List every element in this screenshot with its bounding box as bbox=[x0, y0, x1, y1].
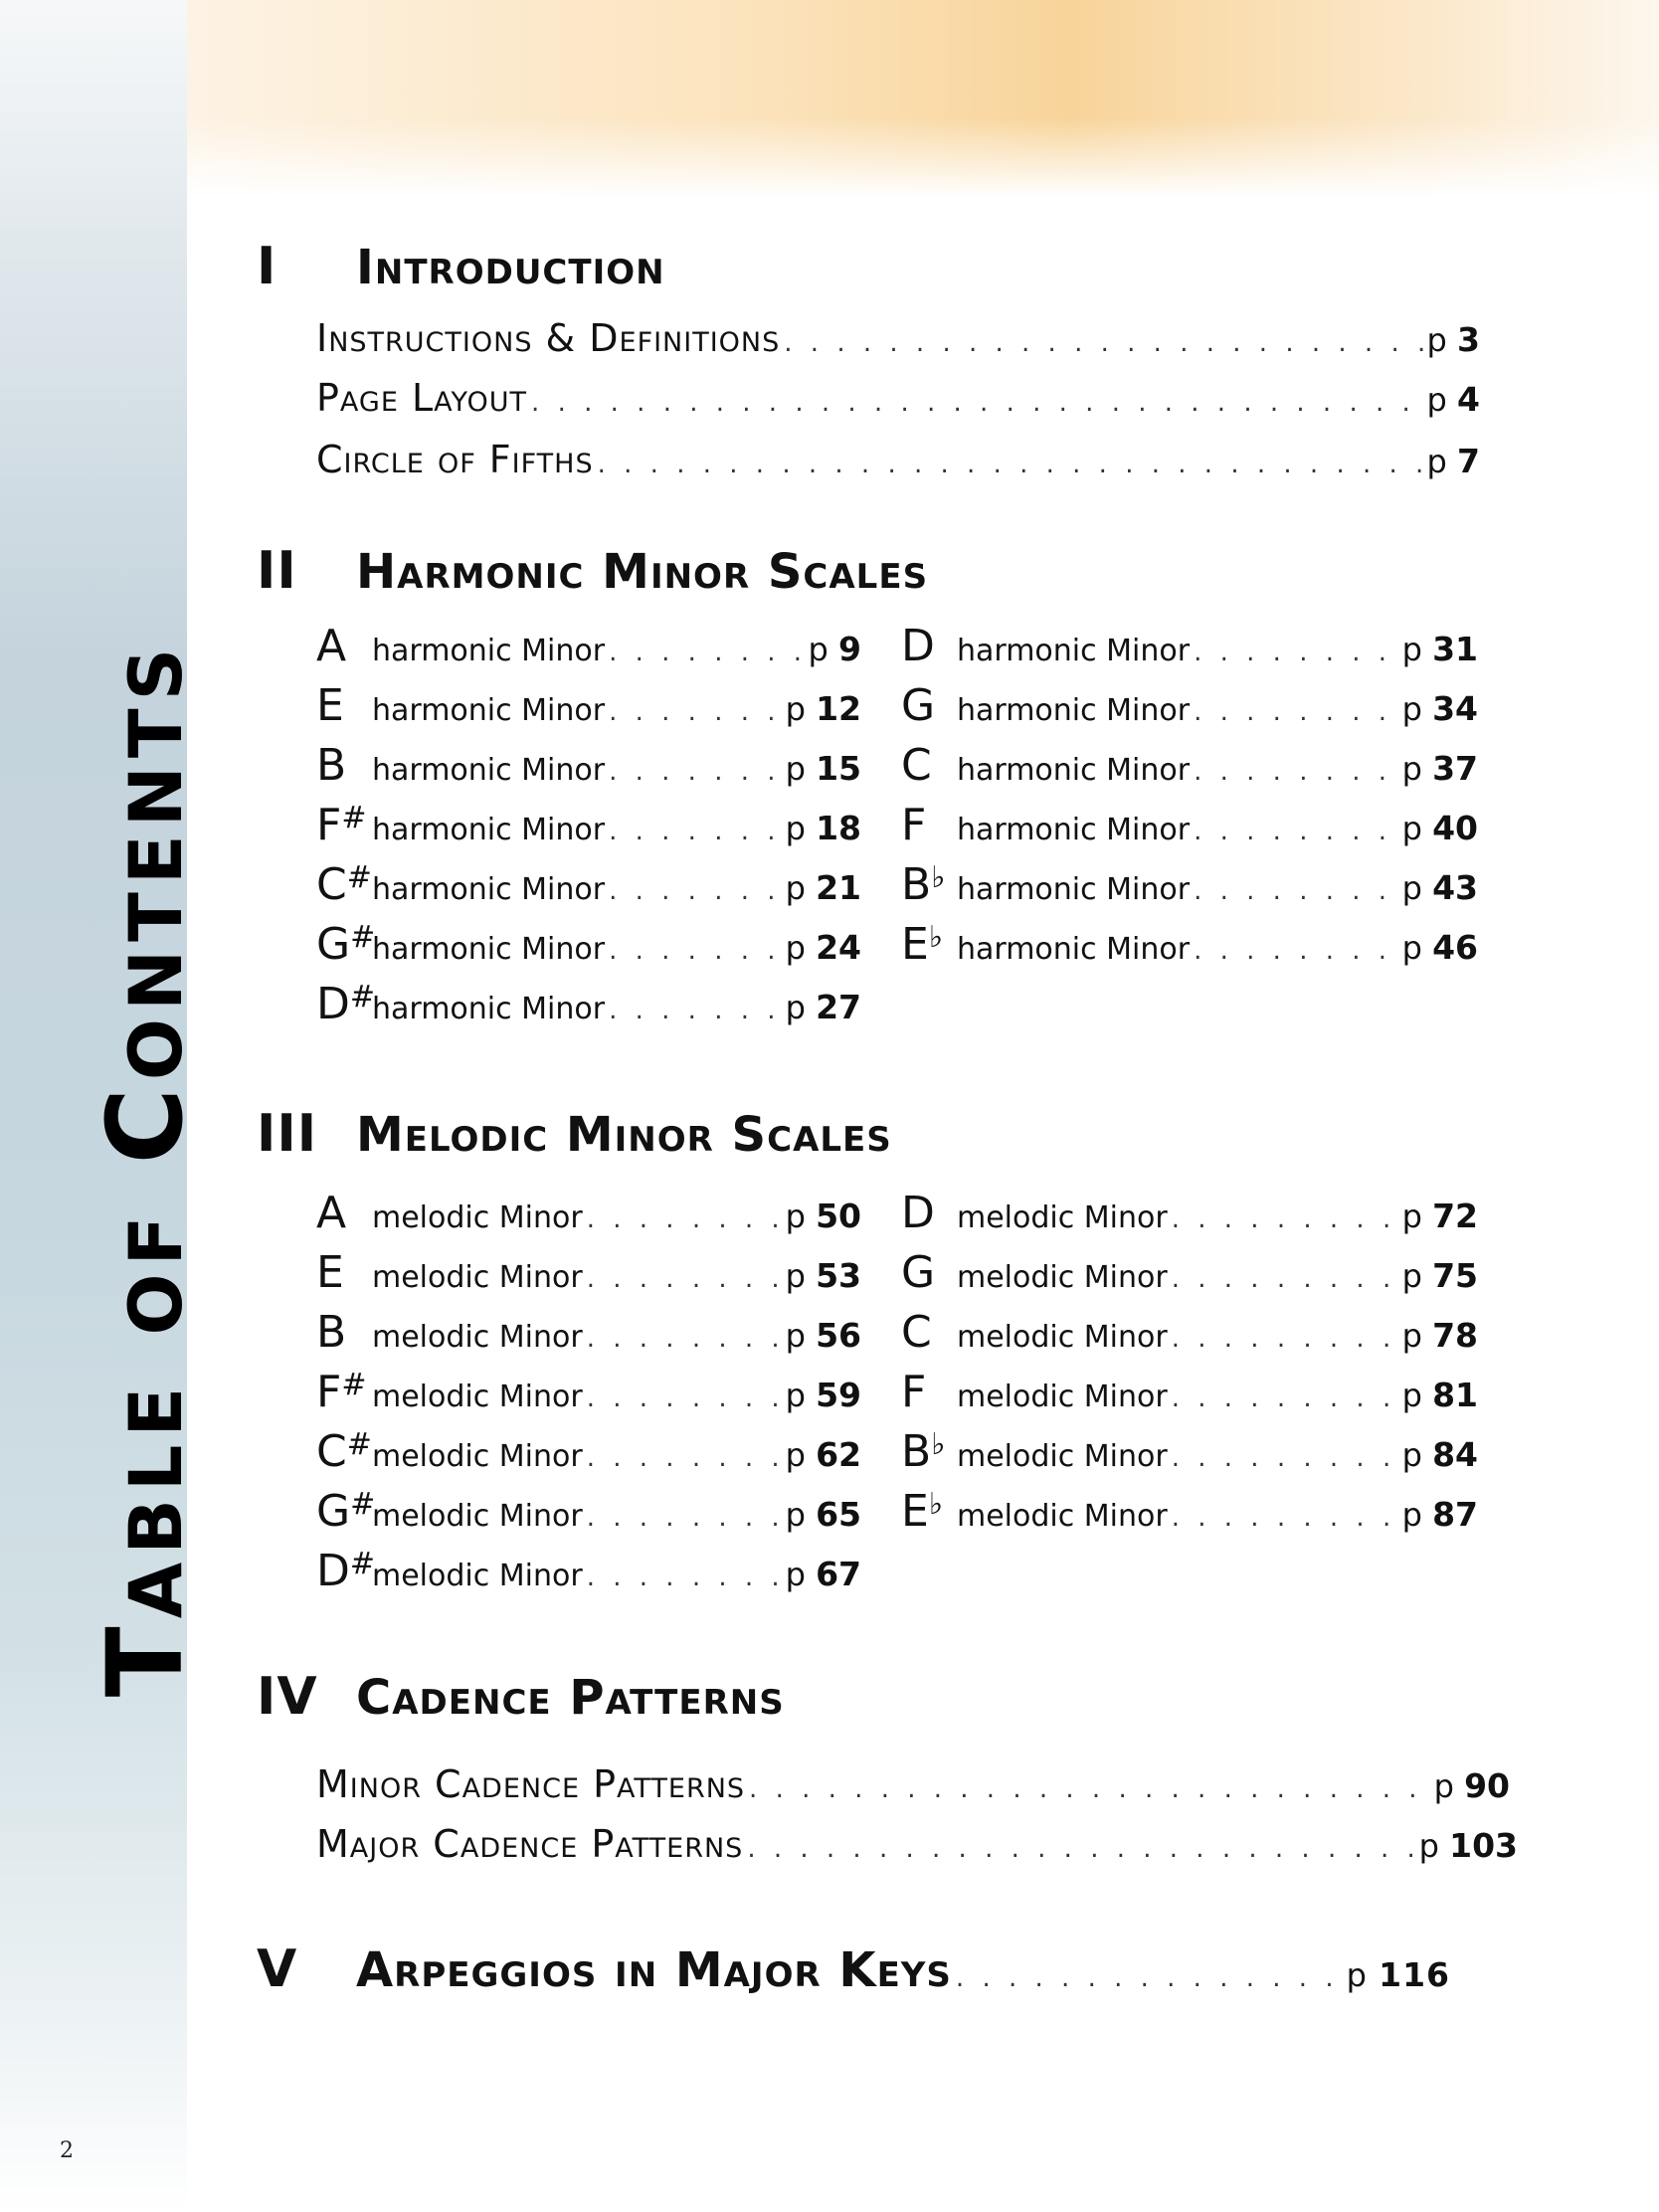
entry-page: p 31 bbox=[1401, 630, 1478, 668]
entry-page: p 4 bbox=[1426, 380, 1480, 419]
key-name: G bbox=[901, 680, 936, 731]
sidebar-band bbox=[0, 0, 206, 2212]
scale-label: harmonic Minor bbox=[372, 693, 606, 728]
scale-label: melodic Minor bbox=[957, 1320, 1168, 1355]
dot-leader bbox=[587, 1324, 782, 1354]
accidental: # bbox=[349, 1547, 376, 1581]
scale-entry[interactable] bbox=[316, 919, 861, 970]
entry-page: p 27 bbox=[785, 988, 861, 1026]
scale-label: melodic Minor bbox=[372, 1320, 583, 1355]
scale-entry[interactable] bbox=[901, 1307, 1478, 1358]
entry-page: p 103 bbox=[1418, 1826, 1518, 1865]
key-name: B bbox=[316, 1307, 347, 1358]
dot-leader bbox=[531, 388, 1423, 418]
scale-entry[interactable] bbox=[901, 800, 1478, 850]
accidental: # bbox=[349, 980, 376, 1014]
accidental: # bbox=[346, 860, 372, 895]
scale-entry[interactable] bbox=[901, 621, 1478, 671]
dot-leader bbox=[587, 1503, 782, 1533]
page-number: 2 bbox=[60, 2138, 74, 2163]
scale-entry[interactable] bbox=[316, 859, 861, 910]
scale-label: melodic Minor bbox=[372, 1499, 583, 1534]
section-title: Arpeggios in Major Keys bbox=[356, 1942, 952, 1998]
dot-leader bbox=[609, 936, 781, 966]
scale-entry[interactable] bbox=[901, 740, 1478, 791]
accidental: ♭ bbox=[931, 860, 946, 895]
accidental: ♭ bbox=[931, 1427, 946, 1462]
accidental: ♭ bbox=[928, 920, 943, 955]
key-name: D bbox=[901, 1188, 935, 1238]
scale-label: melodic Minor bbox=[372, 1200, 583, 1235]
scale-label: harmonic Minor bbox=[957, 872, 1191, 907]
scale-label: harmonic Minor bbox=[372, 932, 606, 967]
scale-entry[interactable] bbox=[316, 979, 861, 1029]
dot-leader bbox=[609, 817, 781, 846]
scale-label: harmonic Minor bbox=[957, 813, 1191, 847]
key-name: E♭ bbox=[901, 919, 943, 970]
key-name: C# bbox=[316, 859, 372, 910]
scale-label: harmonic Minor bbox=[957, 932, 1191, 967]
section-heading-introduction bbox=[257, 237, 665, 296]
dot-leader bbox=[784, 328, 1422, 358]
entry-page: p 15 bbox=[785, 749, 861, 788]
scale-label: harmonic Minor bbox=[372, 813, 606, 847]
key-name: D# bbox=[316, 979, 376, 1029]
scale-entry[interactable] bbox=[316, 800, 861, 850]
entry-page: p 75 bbox=[1401, 1256, 1478, 1295]
entry-page: p 116 bbox=[1346, 1955, 1450, 1994]
entry-page: p 50 bbox=[785, 1197, 861, 1235]
toc-entry[interactable] bbox=[316, 438, 1480, 481]
entry-page: p 90 bbox=[1433, 1766, 1510, 1805]
key-name: E♭ bbox=[901, 1486, 943, 1537]
key-name: B♭ bbox=[901, 1426, 946, 1477]
entry-page: p 21 bbox=[785, 868, 861, 907]
entry-page: p 87 bbox=[1401, 1495, 1478, 1534]
dot-leader bbox=[1194, 638, 1397, 667]
key-name: F bbox=[901, 800, 927, 850]
dot-leader bbox=[587, 1383, 782, 1413]
scale-entry[interactable] bbox=[901, 680, 1478, 731]
toc-entry[interactable] bbox=[316, 316, 1480, 360]
scale-entry[interactable] bbox=[901, 1367, 1478, 1417]
sidebar-title: Table of Contents bbox=[85, 640, 206, 1698]
dot-leader bbox=[1172, 1204, 1398, 1234]
key-name: B♭ bbox=[901, 859, 946, 910]
entry-label: Instructions & Definitions bbox=[316, 316, 781, 360]
key-name: B bbox=[316, 740, 347, 791]
entry-page: p 37 bbox=[1401, 749, 1478, 788]
entry-page: p 24 bbox=[785, 928, 861, 967]
entry-page: p 62 bbox=[785, 1435, 861, 1474]
scale-label: harmonic Minor bbox=[957, 693, 1191, 728]
dot-leader bbox=[1172, 1503, 1398, 1533]
dot-leader bbox=[1194, 936, 1397, 966]
entry-page: p 40 bbox=[1401, 809, 1478, 847]
accidental: # bbox=[350, 920, 376, 955]
scale-label: melodic Minor bbox=[957, 1499, 1168, 1534]
dot-leader bbox=[609, 757, 781, 787]
entry-page: p 67 bbox=[785, 1555, 861, 1593]
dot-leader bbox=[587, 1204, 782, 1234]
scale-label: melodic Minor bbox=[957, 1439, 1168, 1474]
dot-leader bbox=[598, 450, 1423, 479]
dot-leader bbox=[609, 876, 781, 906]
key-name: G# bbox=[316, 919, 376, 970]
scale-entry[interactable] bbox=[901, 1486, 1478, 1537]
section-title: Harmonic Minor Scales bbox=[356, 544, 929, 600]
section-title: Melodic Minor Scales bbox=[356, 1107, 892, 1163]
dot-leader bbox=[609, 996, 781, 1025]
dot-leader bbox=[747, 1834, 1414, 1864]
scale-entry[interactable] bbox=[316, 1188, 861, 1238]
entry-page: p 7 bbox=[1426, 442, 1480, 480]
scale-entry[interactable] bbox=[316, 1307, 861, 1358]
section-heading-melodic bbox=[257, 1104, 892, 1164]
key-name: G# bbox=[316, 1486, 376, 1537]
scale-entry[interactable] bbox=[316, 1486, 861, 1537]
scale-label: melodic Minor bbox=[372, 1260, 583, 1295]
entry-page: p 9 bbox=[808, 630, 861, 668]
section-number: IV bbox=[257, 1667, 318, 1727]
accidental: # bbox=[341, 1368, 367, 1402]
dot-leader bbox=[956, 1963, 1343, 1993]
section-number: V bbox=[257, 1939, 298, 1999]
entry-label: Minor Cadence Patterns bbox=[316, 1762, 746, 1806]
key-name: D bbox=[901, 621, 935, 671]
entry-label: Circle of Fifths bbox=[316, 438, 594, 481]
scale-label: melodic Minor bbox=[372, 1439, 583, 1474]
accidental: # bbox=[350, 1487, 376, 1522]
entry-page: p 72 bbox=[1401, 1197, 1478, 1235]
dot-leader bbox=[1172, 1383, 1398, 1413]
key-name: C# bbox=[316, 1426, 372, 1477]
dot-leader bbox=[1172, 1324, 1398, 1354]
scale-entry[interactable] bbox=[901, 1426, 1478, 1477]
dot-leader bbox=[1194, 817, 1397, 846]
key-name: G bbox=[901, 1247, 936, 1298]
scale-label: melodic Minor bbox=[957, 1380, 1168, 1414]
section-number: III bbox=[257, 1104, 318, 1164]
key-name: C bbox=[901, 1307, 932, 1358]
key-name: F# bbox=[316, 1367, 367, 1417]
entry-page: p 46 bbox=[1401, 928, 1478, 967]
section-heading-harmonic bbox=[257, 541, 928, 601]
scale-entry[interactable] bbox=[901, 919, 1478, 970]
entry-page: p 81 bbox=[1401, 1376, 1478, 1414]
key-name: F# bbox=[316, 800, 367, 850]
entry-page: p 43 bbox=[1401, 868, 1478, 907]
accidental: ♭ bbox=[928, 1487, 943, 1522]
scale-entry[interactable] bbox=[901, 1188, 1478, 1238]
scale-label: harmonic Minor bbox=[957, 634, 1191, 668]
accidental: # bbox=[346, 1427, 372, 1462]
scale-entry[interactable] bbox=[316, 1247, 861, 1298]
key-name: D# bbox=[316, 1546, 376, 1596]
entry-page: p 34 bbox=[1401, 689, 1478, 728]
entry-page: p 59 bbox=[785, 1376, 861, 1414]
scale-label: melodic Minor bbox=[372, 1559, 583, 1593]
entry-page: p 65 bbox=[785, 1495, 861, 1534]
dot-leader bbox=[1172, 1264, 1398, 1294]
section-heading-cadence bbox=[257, 1667, 785, 1727]
scale-label: harmonic Minor bbox=[372, 992, 606, 1026]
entry-page: p 53 bbox=[785, 1256, 861, 1295]
dot-leader bbox=[587, 1264, 782, 1294]
key-name: E bbox=[316, 1247, 344, 1298]
entry-label: Major Cadence Patterns bbox=[316, 1822, 744, 1866]
entry-page: p 12 bbox=[785, 689, 861, 728]
dot-leader bbox=[1194, 697, 1397, 727]
scale-label: harmonic Minor bbox=[372, 872, 606, 907]
key-name: A bbox=[316, 621, 347, 671]
accidental: # bbox=[341, 801, 367, 835]
entry-label: Page Layout bbox=[316, 376, 528, 420]
scale-label: harmonic Minor bbox=[957, 753, 1191, 788]
dot-leader bbox=[1194, 876, 1397, 906]
section-title: Cadence Patterns bbox=[356, 1670, 785, 1726]
entry-page: p 78 bbox=[1401, 1316, 1478, 1355]
scale-entry[interactable] bbox=[316, 680, 861, 731]
scale-entry[interactable] bbox=[316, 740, 861, 791]
scale-entry[interactable] bbox=[901, 1247, 1478, 1298]
dot-leader bbox=[609, 638, 804, 667]
scale-entry[interactable] bbox=[316, 1367, 861, 1417]
dot-leader bbox=[749, 1774, 1430, 1804]
entry-page: p 84 bbox=[1401, 1435, 1478, 1474]
toc-entry[interactable] bbox=[316, 376, 1480, 420]
dot-leader bbox=[587, 1563, 782, 1592]
toc-entry[interactable] bbox=[316, 1762, 1510, 1806]
section-number: II bbox=[257, 541, 297, 601]
toc-entry[interactable] bbox=[316, 1822, 1518, 1866]
header-banner bbox=[187, 0, 1659, 197]
entry-page: p 3 bbox=[1426, 320, 1480, 359]
key-name: E bbox=[316, 680, 344, 731]
scale-entry[interactable] bbox=[316, 621, 861, 671]
scale-label: harmonic Minor bbox=[372, 634, 606, 668]
entry-page: p 56 bbox=[785, 1316, 861, 1355]
scale-label: melodic Minor bbox=[372, 1380, 583, 1414]
dot-leader bbox=[587, 1443, 782, 1473]
scale-entry[interactable] bbox=[316, 1546, 861, 1596]
dot-leader bbox=[1172, 1443, 1398, 1473]
scale-label: melodic Minor bbox=[957, 1200, 1168, 1235]
scale-entry[interactable] bbox=[901, 859, 1478, 910]
section-number: I bbox=[257, 237, 277, 296]
scale-label: melodic Minor bbox=[957, 1260, 1168, 1295]
key-name: C bbox=[901, 740, 932, 791]
section-heading-arpeggios[interactable] bbox=[257, 1939, 1450, 1999]
dot-leader bbox=[609, 697, 781, 727]
scale-label: harmonic Minor bbox=[372, 753, 606, 788]
scale-entry[interactable] bbox=[316, 1426, 861, 1477]
key-name: F bbox=[901, 1367, 927, 1417]
key-name: A bbox=[316, 1188, 347, 1238]
section-title: Introduction bbox=[356, 240, 665, 295]
entry-page: p 18 bbox=[785, 809, 861, 847]
dot-leader bbox=[1194, 757, 1397, 787]
